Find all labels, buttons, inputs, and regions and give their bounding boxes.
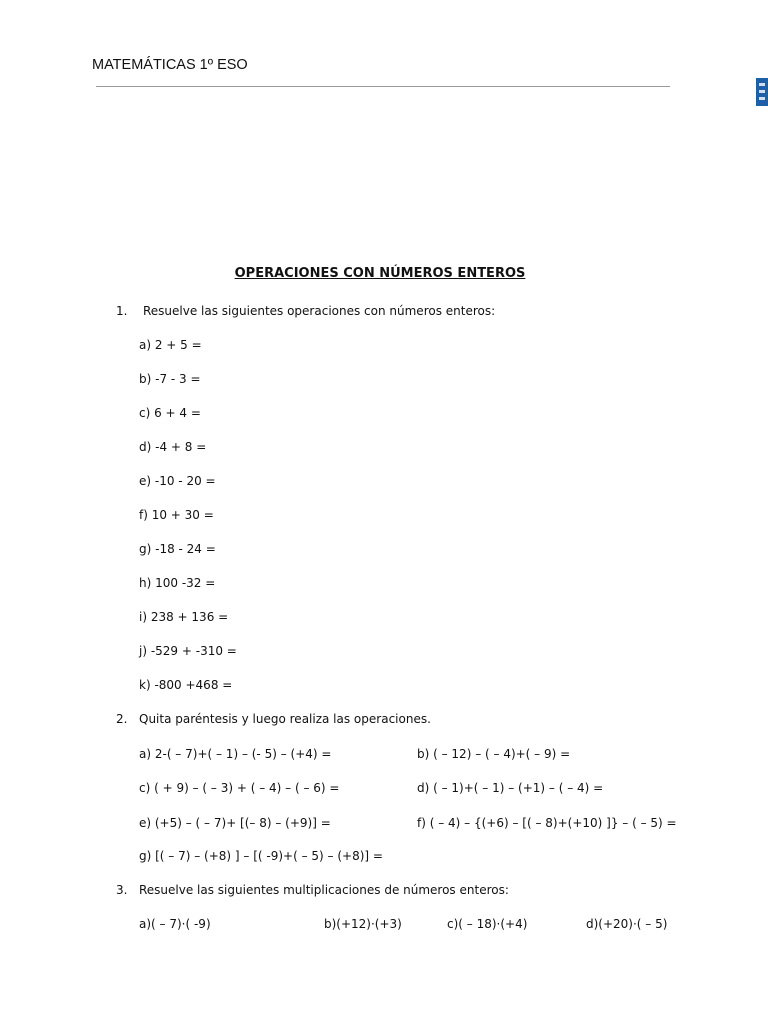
exercise-3-item: c)( – 18)·(+4)	[447, 917, 528, 931]
header-divider	[96, 86, 670, 87]
exercise-2-item: d) ( – 1)+( – 1) – (+1) – ( – 4) =	[417, 781, 604, 795]
exercise-3-item: d)(+20)·( – 5)	[586, 917, 668, 931]
exercise-3-item: b)(+12)·(+3)	[324, 917, 402, 931]
exercise-1-item: k) -800 +468 =	[139, 678, 233, 692]
exercise-1-item: j) -529 + -310 =	[139, 644, 237, 658]
exercise-1-item: e) -10 - 20 =	[139, 474, 216, 488]
exercise-1-item: c) 6 + 4 =	[139, 406, 201, 420]
exercise-1-item: h) 100 -32 =	[139, 576, 216, 590]
document-title: OPERACIONES CON NÚMEROS ENTEROS	[234, 266, 526, 281]
exercise-3-instruction: Resuelve las siguientes multiplicaciones de números enteros:	[139, 883, 509, 897]
exercise-2-item: e) (+5) – ( – 7)+ [(– 8) – (+9)] =	[139, 816, 331, 830]
exercise-1-number: 1.	[116, 304, 128, 318]
exercise-2-item: c) ( + 9) – ( – 3) + ( – 4) – ( – 6) =	[139, 781, 340, 795]
exercise-1-item: g) -18 - 24 =	[139, 542, 216, 556]
exercise-2-instruction: Quita paréntesis y luego realiza las operaciones.	[139, 712, 431, 726]
exercise-1-item: a) 2 + 5 =	[139, 338, 202, 352]
exercise-2-item: g) [( – 7) – (+8) ] – [( -9)+( – 5) – (+8)] =	[139, 849, 383, 863]
exercise-3-number: 3.	[116, 883, 128, 897]
exercise-1-item: f) 10 + 30 =	[139, 508, 214, 522]
exercise-2-item: f) ( – 4) – {(+6) – [( – 8)+(+10) ]} – ( – 5) =	[417, 816, 677, 830]
exercise-1-item: b) -7 - 3 =	[139, 372, 201, 386]
side-logo	[756, 78, 768, 106]
page-header: MATEMÁTICAS 1º ESO	[92, 57, 248, 73]
exercise-1-item: d) -4 + 8 =	[139, 440, 207, 454]
exercise-3-item: a)( – 7)·( -9)	[139, 917, 211, 931]
exercise-1-instruction: Resuelve las siguientes operaciones con números enteros:	[143, 304, 496, 318]
exercise-1-item: i) 238 + 136 =	[139, 610, 229, 624]
exercise-2-item: a) 2-( – 7)+( – 1) – (- 5) – (+4) =	[139, 747, 332, 761]
exercise-2-item: b) ( – 12) – ( – 4)+( – 9) =	[417, 747, 571, 761]
exercise-2-number: 2.	[116, 712, 128, 726]
